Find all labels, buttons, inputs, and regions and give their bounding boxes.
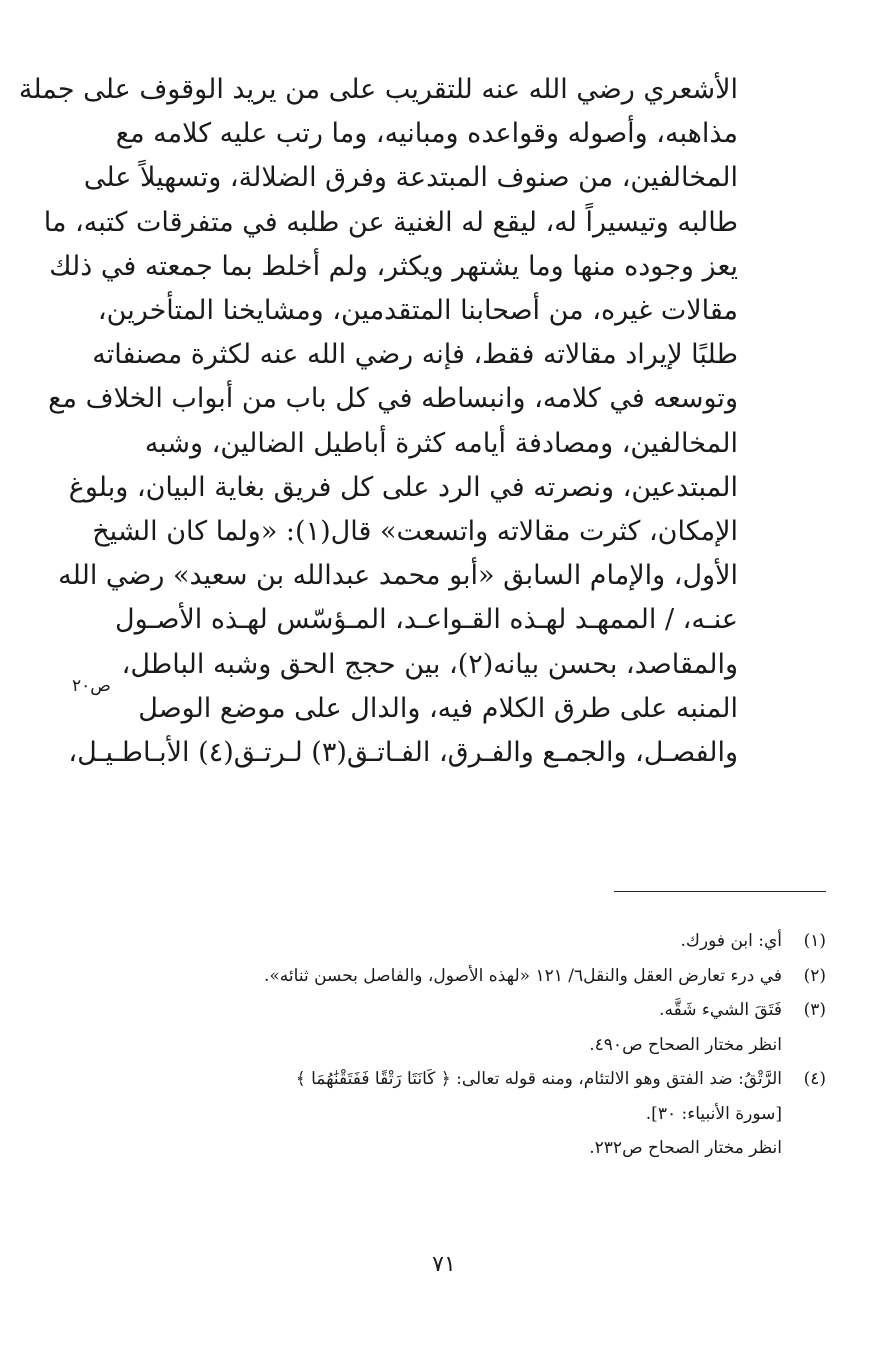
margin-page-reference: ص٢٠	[72, 676, 111, 696]
body-line: يعز وجوده منها وما يشتهر ويكثر، ولم أخلط بما جمعته في ذلك	[49, 250, 738, 282]
footnote-text: في درء تعارض العقل والنقل٦/ ١٢١ «لهذه الأصول، والفاصل بحسن ثنائه».	[264, 965, 782, 986]
body-line: المنبه على طرق الكلام فيه، والدال على موضع الوصل	[138, 692, 738, 724]
footnote-continuation	[160, 1097, 826, 1132]
body-line: المخالفين، ومصادفة أيامه كثرة أباطيل الضالين، وشبه	[144, 427, 738, 459]
footnote-continuation	[160, 1131, 826, 1166]
body-line: والمقاصد، بحسن بيانه(٢)، بين حجج الحق وشبه الباطل،	[121, 648, 738, 680]
footnote	[160, 924, 826, 959]
footnote-number: (٤)	[803, 1069, 826, 1089]
footnote-text: فَتَقَ الشيء شَقَّه.	[659, 1000, 782, 1020]
footnote-number	[782, 1131, 826, 1166]
footnotes	[160, 924, 826, 1166]
footnote-number: (١)	[803, 931, 826, 951]
body-line: مقالات غيره، من أصحابنا المتقدمين، ومشايخنا المتأخرين،	[97, 295, 738, 327]
footnote-text: انظر مختار الصحاح ص٤٩٠.	[589, 1034, 782, 1055]
footnote-number: (٢)	[803, 965, 826, 986]
footnote-number: (٣)	[803, 1000, 826, 1020]
footnote-number	[782, 1028, 826, 1063]
body-line: طالبه وتيسيراً له، ليقع له الغنية عن طلبه في متفرقات كتبه، ما	[43, 206, 738, 238]
body-line: المبتدعين، ونصرته في الرد على كل فريق بغاية البيان، وبلوغ	[68, 471, 738, 503]
body-line: الإمكان، كثرت مقالاته واتسعت» قال(١): «ولما كان الشيخ	[92, 516, 738, 548]
page-number: ٧١	[432, 1252, 456, 1277]
body-line: والفصـل، والجمـع والفـرق، الفـاتـق(٣) لـرتـق(٤) الأبـاطـيـل،	[68, 737, 738, 769]
body-line: الأول، والإمام السابق «أبو محمد عبدالله بن سعيد» رضي الله	[58, 560, 738, 592]
footnote-separator	[614, 891, 826, 892]
footnote	[160, 993, 826, 1028]
footnote-text: أي: ابن فورك.	[680, 931, 782, 951]
body-line: طلبًا لإيراد مقالاته فقط، فإنه رضي الله عنه لكثرة مصنفاته	[92, 339, 738, 371]
footnote-text: انظر مختار الصحاح ص٢٣٢.	[589, 1138, 782, 1158]
body-line: مذاهبه، وأصوله وقواعده ومبانيه، وما رتب عليه كلامه مع	[115, 118, 738, 150]
footnote-number	[782, 1097, 826, 1132]
footnote	[160, 1062, 826, 1097]
footnote-continuation	[160, 1028, 826, 1063]
footnote-text: الرَّتْقُ: ضد الفتق وهو الالتئام، ومنه قوله تعالى: ﴿ كَانَتَا رَتْقًا فَفَتَقْنَٰهُمَا ﴾	[295, 1069, 782, 1089]
body-line: المخالفين، من صنوف المبتدعة وفرق الضلالة، وتسهيلاً على	[83, 162, 738, 194]
footnote	[160, 959, 826, 994]
body-line: وتوسعه في كلامه، وانبساطه في كل باب من أبواب الخلاف مع	[48, 383, 738, 415]
body-line: عنـه، / الممهـد لهـذه القـواعـد، المـؤسّس لهـذه الأصـول	[114, 604, 738, 636]
body-line: الأشعري رضي الله عنه للتقريب على من يريد الوقوف على جملة	[18, 74, 738, 105]
footnote-text: [سورة الأنبياء: ٣٠].	[645, 1103, 782, 1124]
